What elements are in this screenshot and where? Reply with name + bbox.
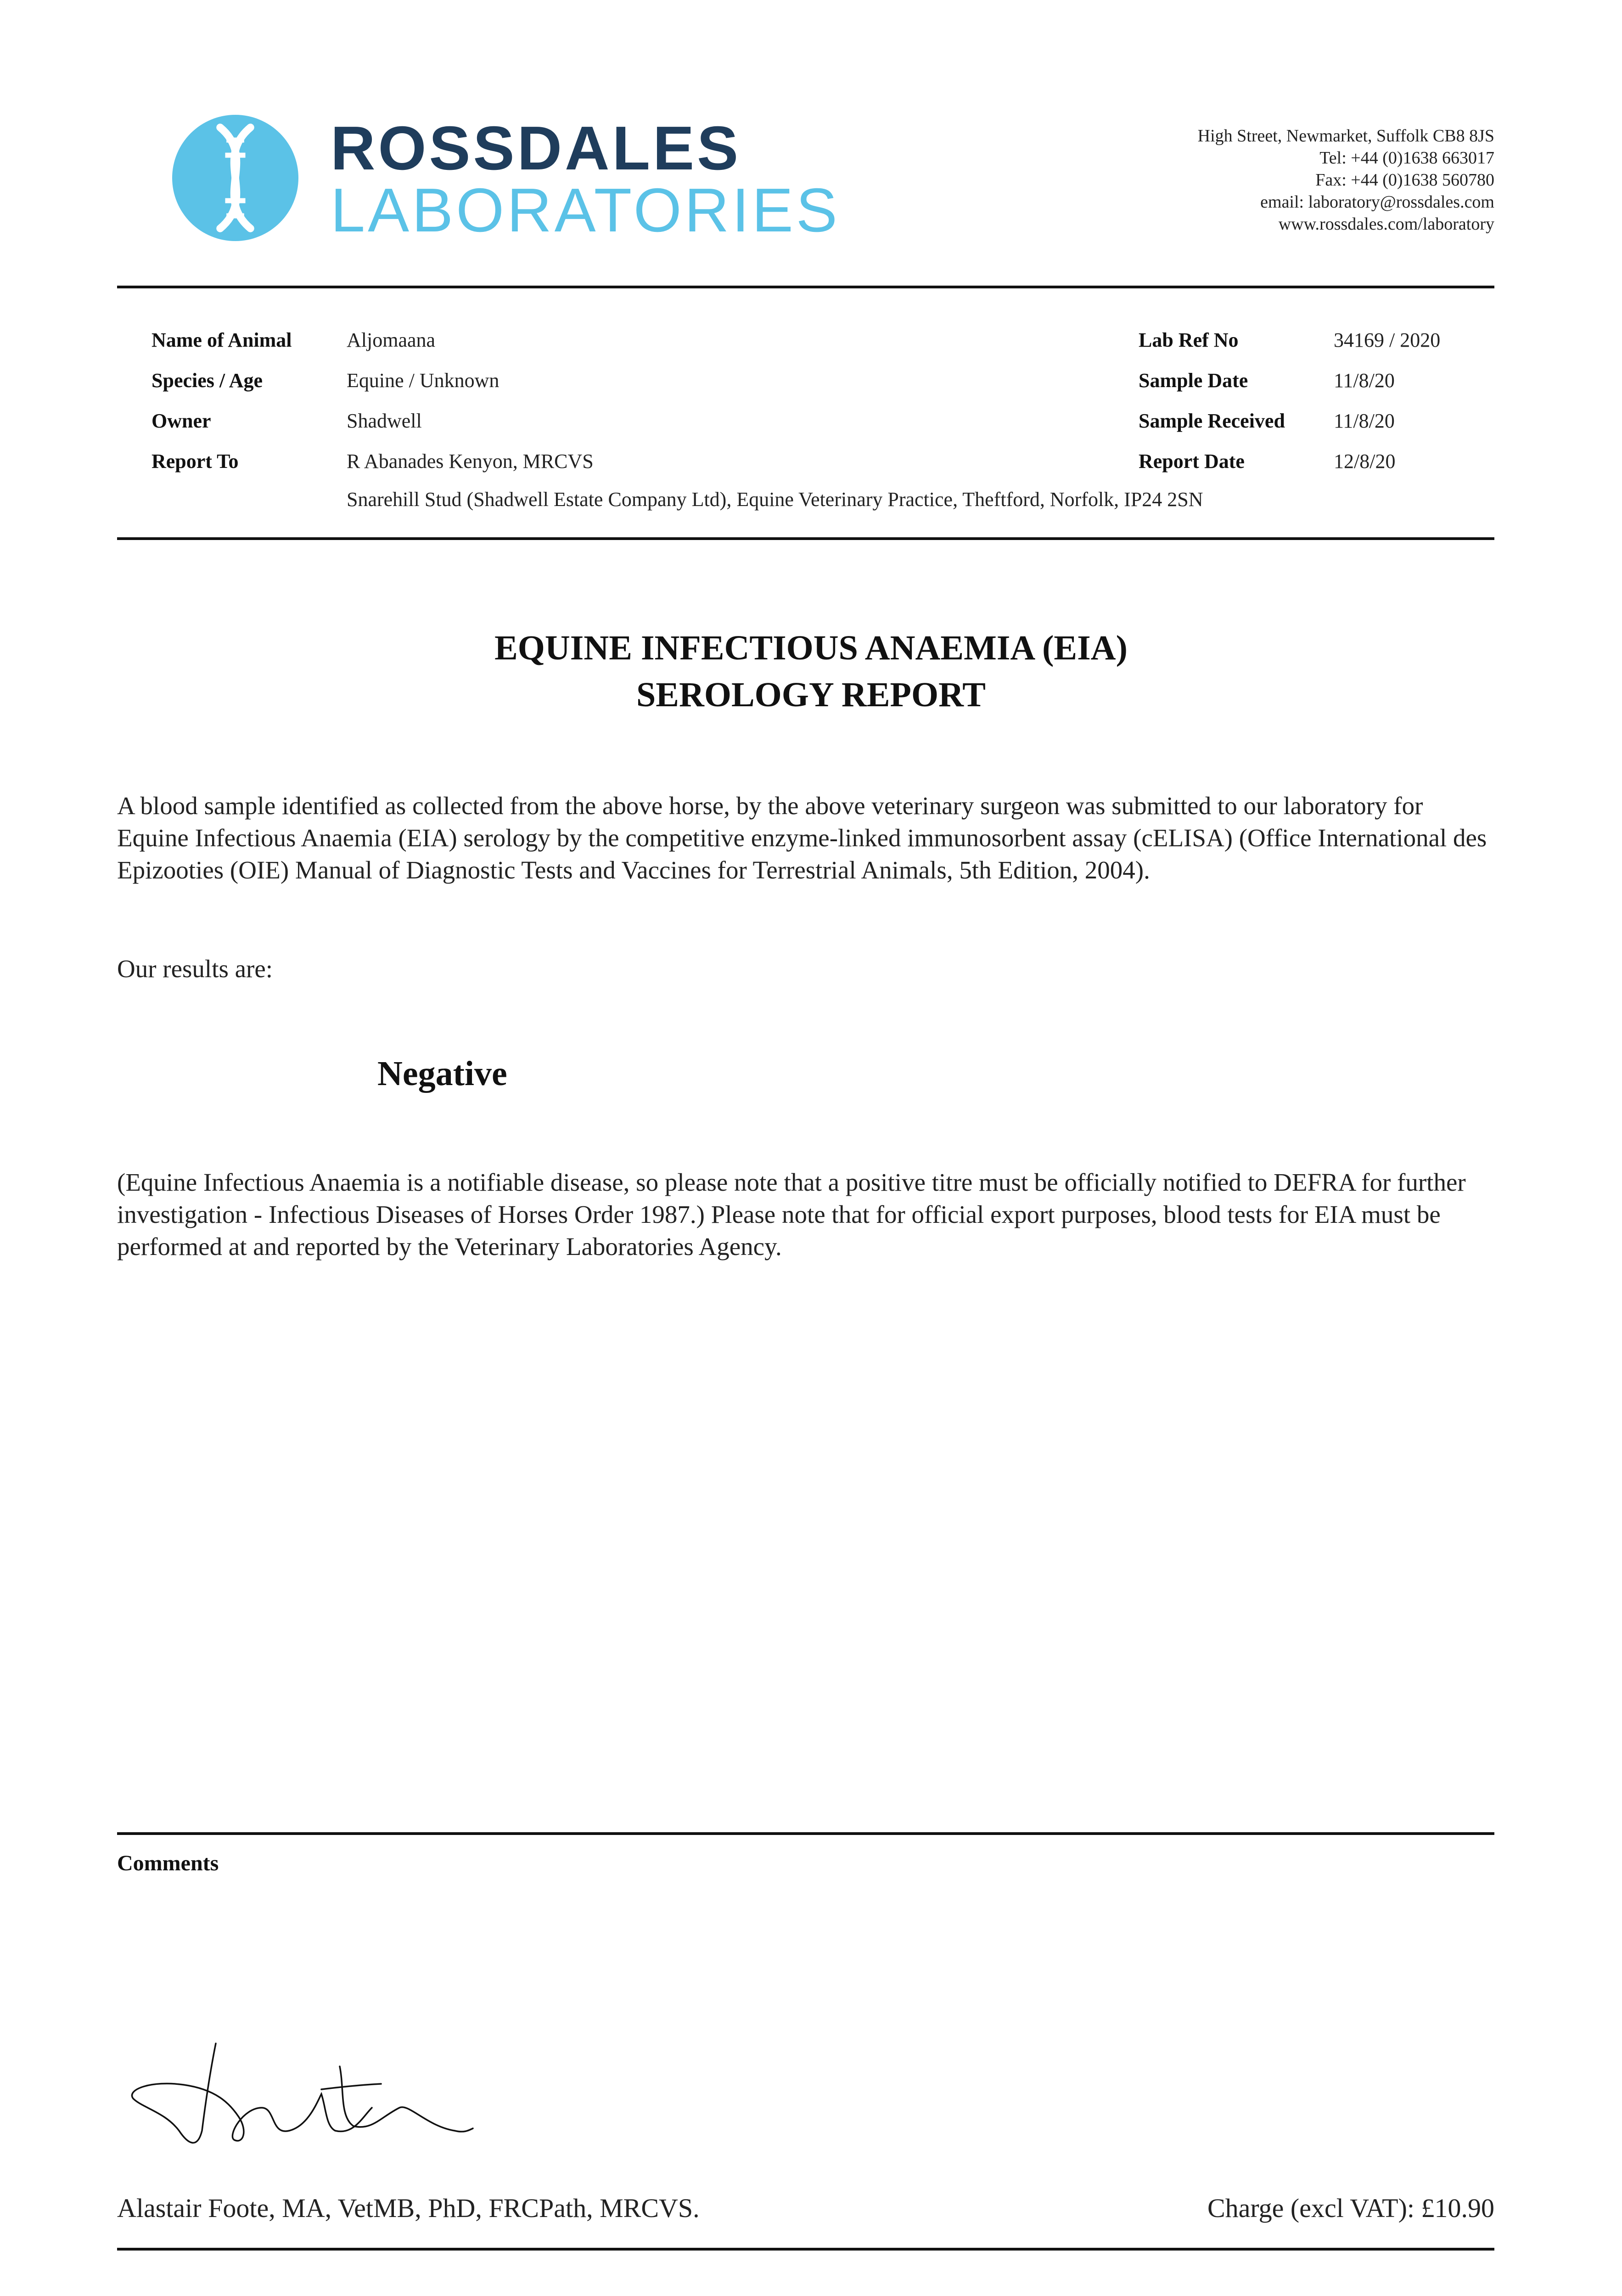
brand-name: ROSSDALES (331, 113, 741, 183)
report-to-value: R Abanades Kenyon, MRCVS (347, 450, 594, 473)
report-title-line1: EQUINE INFECTIOUS ANAEMIA (EIA) (494, 629, 1128, 667)
sample-received-value: 11/8/20 (1334, 410, 1395, 432)
sample-date-value: 11/8/20 (1334, 369, 1395, 392)
species-age-label: Species / Age (152, 369, 263, 392)
species-age-value: Equine / Unknown (347, 369, 500, 392)
result-value: Negative (377, 1054, 507, 1093)
report-date-value: 12/8/20 (1334, 450, 1396, 473)
intro-paragraph: A blood sample identified as collected from the above horse, by the above veterinary surgeon was submitted to our laboratory for Equine Infectious Anaemia (EIA) serology by the competitive enzyme-linked immunosorbent assay (cELISA) (Office International des Epizooties (OIE) Manual of Diagnostic Tests and Vaccines for Terrestrial Animals, 5th Edition, 2004). (117, 792, 1487, 884)
details-divider (117, 537, 1494, 540)
brand-subtitle: LABORATORIES (331, 175, 840, 245)
results-intro: Our results are: (117, 955, 273, 983)
signature-icon (124, 2039, 482, 2154)
lab-address-block (1198, 125, 1494, 235)
report-to-label: Report To (152, 450, 239, 473)
lab-ref-value: 34169 / 2020 (1334, 329, 1441, 351)
address-line: High Street, Newmarket, Suffolk CB8 8JS (1197, 126, 1494, 146)
sample-received-label: Sample Received (1139, 410, 1285, 432)
lab-ref-label: Lab Ref No (1139, 329, 1239, 351)
telephone-line: Tel: +44 (0)1638 663017 (1319, 148, 1494, 168)
report-title (0, 625, 1622, 718)
animal-name-value: Aljomaana (347, 329, 436, 351)
comments-divider (117, 1832, 1494, 1835)
notifiable-note: (Equine Infectious Anaemia is a notifiable disease, so please note that a positive titre must be officially notified to DEFRA for further investigation - Infectious Diseases of Horses Order 1987.) Please note that for official export purposes, blood tests for EIA must be performed at and reported by the Veterinary Laboratories Agency. (117, 1168, 1466, 1261)
owner-label: Owner (152, 410, 211, 432)
sample-date-label: Sample Date (1139, 369, 1248, 392)
email-line: email: laboratory@rossdales.com (1260, 192, 1494, 212)
footer-divider (117, 2248, 1494, 2251)
report-date-label: Report Date (1139, 450, 1245, 473)
fax-line: Fax: +44 (0)1638 560780 (1315, 170, 1494, 190)
report-title-line2: SEROLOGY REPORT (636, 675, 986, 714)
header-divider (117, 286, 1494, 288)
animal-name-label: Name of Animal (152, 329, 292, 351)
dna-logo-icon (172, 115, 298, 241)
charge-amount: Charge (excl VAT): £10.90 (1207, 2193, 1494, 2223)
signatory-name: Alastair Foote, MA, VetMB, PhD, FRCPath, MRCVS. (117, 2193, 700, 2223)
website-line: www.rossdales.com/laboratory (1278, 214, 1494, 234)
owner-value: Shadwell (347, 410, 422, 432)
report-to-address: Snarehill Stud (Shadwell Estate Company Ltd), Equine Veterinary Practice, Theftford, Norfolk, IP24 2SN (347, 488, 1203, 511)
comments-label: Comments (117, 1851, 219, 1875)
